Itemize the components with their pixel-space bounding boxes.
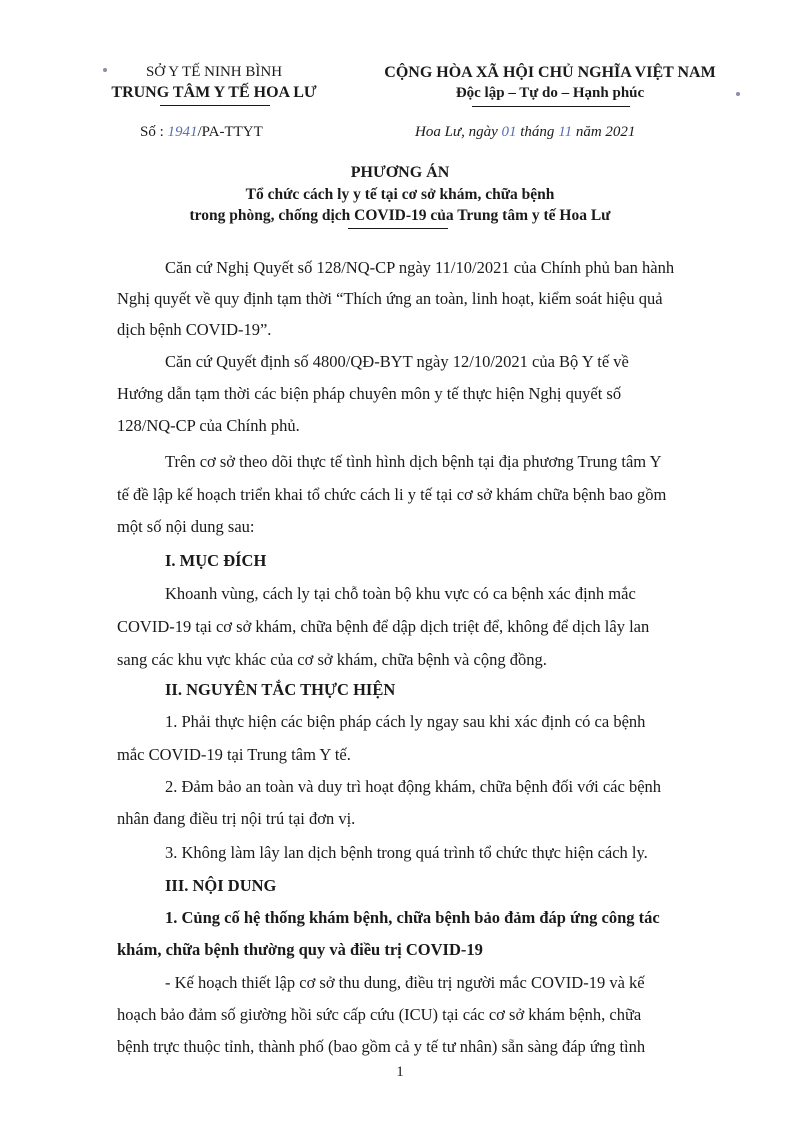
org-name: TRUNG TÂM Y TẾ HOA LƯ (111, 84, 317, 101)
handwritten-day: 01 (501, 124, 517, 140)
page-number: 1 (396, 1064, 404, 1080)
body-line: 2. Đảm bảo an toàn và duy trì hoạt động khám, chữa bệnh đối với các bệnh (165, 777, 662, 796)
scan-mark-icon (103, 68, 107, 72)
body-line: Trên cơ sở theo dõi thực tế tình hình dịch bệnh tại địa phương Trung tâm Y (165, 452, 662, 471)
subsection-heading: khám, chữa bệnh thường quy và điều trị COVID-19 (117, 940, 483, 959)
title-underline (348, 228, 448, 229)
body-line: COVID-19 tại cơ sở khám, chữa bệnh để dập dịch triệt để, không để dịch lây lan (117, 617, 650, 636)
body-line: dịch bệnh COVID-19”. (117, 320, 272, 339)
document-date: Hoa Lư, ngày 01 tháng 11 năm 2021 (415, 124, 636, 140)
body-line: Hướng dẫn tạm thời các biện pháp chuyên môn y tế thực hiện Nghị quyết số (117, 384, 622, 403)
document-number: Số : 1941/PA-TTYT (140, 124, 263, 140)
section-heading: III. NỘI DUNG (165, 876, 277, 895)
document-subtitle-1: Tổ chức cách ly y tế tại cơ sở khám, chữa bệnh (245, 186, 555, 203)
republic-title: CỘNG HÒA XÃ HỘI CHỦ NGHĨA VIỆT NAM (384, 64, 716, 81)
document-title: PHƯƠNG ÁN (350, 164, 450, 181)
body-line: một số nội dung sau: (117, 517, 255, 536)
body-line: hoạch bảo đảm số giường hồi sức cấp cứu (ICU) tại các cơ sở khám bệnh, chữa (117, 1005, 642, 1024)
body-line: Căn cứ Nghị Quyết số 128/NQ-CP ngày 11/10/2021 của Chính phủ ban hành (165, 258, 675, 277)
body-line: tế đề lập kế hoạch triển khai tổ chức cách li y tế tại cơ sở khám chữa bệnh bao gồm (117, 485, 667, 504)
body-line: 1. Phải thực hiện các biện pháp cách ly ngay sau khi xác định có ca bệnh (165, 712, 646, 731)
subsection-heading: 1. Củng cố hệ thống khám bệnh, chữa bệnh bảo đảm đáp ứng công tác (165, 908, 660, 927)
body-line: mắc COVID-19 tại Trung tâm Y tế. (117, 745, 351, 764)
section-heading: II. NGUYÊN TẮC THỰC HIỆN (165, 680, 396, 699)
body-line: bệnh trực thuộc tỉnh, thành phố (bao gồm cả y tế tư nhân) sẵn sàng đáp ứng tình (117, 1037, 646, 1056)
body-line: nhân đang điều trị nội trú tại đơn vị. (117, 809, 356, 828)
scan-mark-icon (736, 92, 740, 96)
body-line: sang các khu vực khác của cơ sở khám, chữa bệnh và cộng đồng. (117, 650, 547, 669)
org-underline (160, 105, 270, 106)
handwritten-number: 1941 (167, 124, 198, 140)
body-line: - Kế hoạch thiết lập cơ sở thu dung, điều trị người mắc COVID-19 và kế (165, 973, 645, 992)
body-line: 128/NQ-CP của Chính phủ. (117, 416, 300, 435)
section-heading: I. MỤC ĐÍCH (165, 551, 267, 570)
org-parent: SỞ Y TẾ NINH BÌNH (145, 64, 283, 80)
document-subtitle-2: trong phòng, chống dịch COVID-19 của Trung tâm y tế Hoa Lư (189, 207, 611, 224)
handwritten-month: 11 (558, 124, 573, 140)
body-line: Căn cứ Quyết định số 4800/QĐ-BYT ngày 12/10/2021 của Bộ Y tế về (165, 352, 629, 371)
body-line: 3. Không làm lây lan dịch bệnh trong quá trình tổ chức thực hiện cách ly. (165, 843, 648, 862)
motto-underline (472, 106, 630, 107)
national-motto: Độc lập – Tự do – Hạnh phúc (455, 85, 645, 101)
body-line: Khoanh vùng, cách ly tại chỗ toàn bộ khu vực có ca bệnh xác định mắc (165, 584, 636, 603)
body-line: Nghị quyết về quy định tạm thời “Thích ứng an toàn, linh hoạt, kiểm soát hiệu quả (117, 289, 663, 308)
